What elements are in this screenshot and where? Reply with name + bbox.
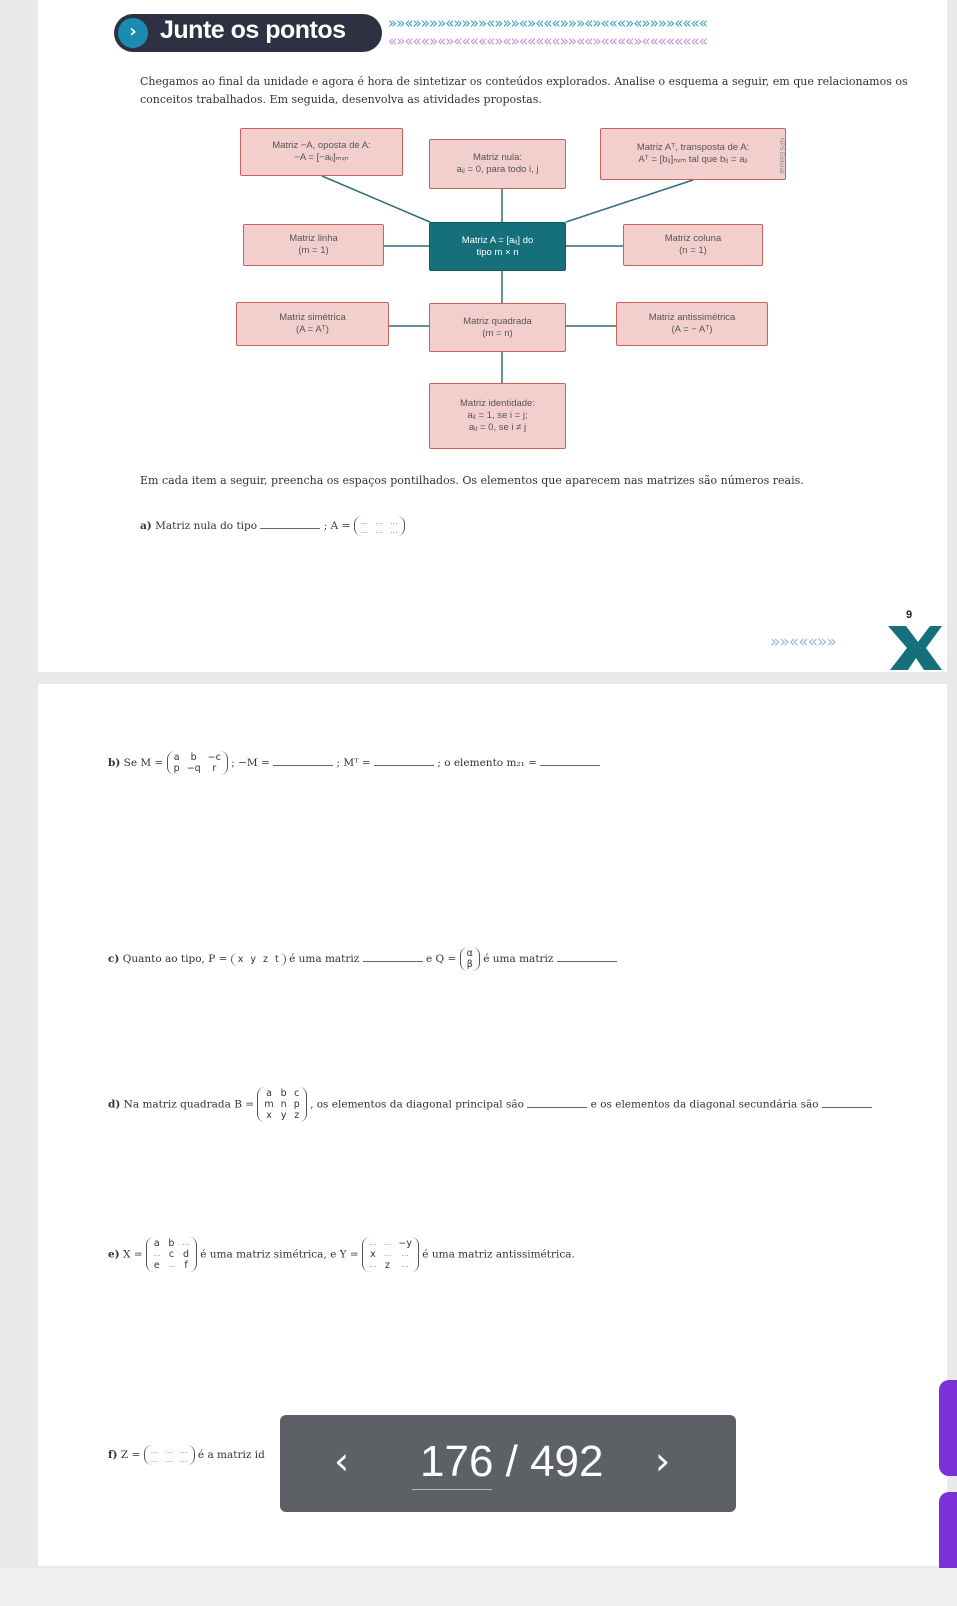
matrix-cell-blank[interactable]: ...	[369, 1260, 377, 1269]
intro-paragraph: Chegamos ao final da unidade e agora é hora de sintetizar os conteúdos explorados. Analise o esquema a seguir, em que relacionamos os conceitos trabalhados. Em seguida, desenvolva as atividades propostas.	[140, 75, 908, 106]
matrix-cell: t	[275, 953, 279, 965]
matrix-cell: m	[264, 1099, 274, 1110]
box-line: Aᵀ = [bᵢⱼ]ₙₓₘ tal que bᵢⱼ = aⱼᵢ	[638, 154, 748, 165]
box-line: Matriz quadrada	[463, 315, 532, 327]
matrix-cell: α	[466, 948, 473, 959]
matrix-x	[146, 1237, 197, 1272]
answer-blank[interactable]	[260, 528, 320, 529]
matrix-cell-blank[interactable]: ...	[401, 1249, 409, 1258]
question-text: ; A =	[323, 520, 351, 532]
side-tab[interactable]	[939, 1380, 957, 1476]
box-matriz-a	[429, 222, 566, 271]
question-text: Na matriz quadrada B =	[123, 1098, 255, 1111]
question-e	[108, 1237, 575, 1272]
question-label: b)	[108, 757, 121, 769]
box-matriz-antissimetrica	[616, 302, 768, 346]
matrix-z[interactable]: ... ... ... ... ... ...	[144, 1445, 195, 1465]
matrix-cell: b	[280, 1088, 287, 1099]
answer-blank[interactable]	[540, 765, 600, 766]
matrix-cell: b	[168, 1238, 175, 1249]
question-text: Se M =	[123, 757, 164, 769]
matrix-m	[167, 751, 228, 775]
matrix-cell: y	[280, 1110, 287, 1121]
question-c	[108, 947, 617, 971]
matrix-cell: e	[153, 1260, 160, 1271]
box-line: −A = [−aᵢⱼ]ₘₓₙ	[294, 152, 349, 163]
question-text: , os elementos da diagonal principal são	[310, 1098, 524, 1111]
connector	[322, 176, 430, 222]
box-line: (m = 1)	[298, 245, 329, 256]
question-label: e)	[108, 1248, 120, 1261]
matrix-cell: a	[153, 1238, 160, 1249]
box-line: Matriz linha	[289, 233, 338, 244]
matrix-cell: x	[266, 1110, 272, 1121]
matrix-cell: x	[370, 1249, 376, 1260]
box-line: (A = − Aᵀ)	[671, 324, 713, 335]
box-line: Matriz coluna	[664, 233, 722, 244]
side-tab[interactable]	[939, 1492, 957, 1578]
box-matriz-simetrica	[236, 302, 389, 346]
answer-blank[interactable]	[273, 765, 333, 766]
matrix-cell-blank[interactable]: ...	[383, 1249, 392, 1258]
box-line: Matriz −A, oposta de A:	[272, 140, 371, 151]
question-f	[108, 1445, 265, 1465]
image-credit: NPS Editorial	[778, 138, 784, 174]
box-line: (m = n)	[482, 327, 513, 339]
question-label: f)	[108, 1449, 118, 1461]
box-matriz-quadrada	[429, 303, 566, 352]
matrix-b	[257, 1087, 306, 1122]
answer-blank[interactable]	[374, 765, 434, 766]
question-a	[140, 516, 405, 536]
bottom-bar	[0, 1568, 957, 1606]
box-line: (A = Aᵀ)	[296, 324, 329, 335]
matrix-cell: d	[183, 1249, 190, 1260]
question-text: Matriz nula do tipo	[155, 520, 258, 532]
question-d	[108, 1087, 872, 1122]
question-text: é uma matriz	[483, 953, 554, 965]
question-text: X =	[123, 1248, 143, 1261]
question-label: c)	[108, 953, 120, 965]
matrix-cell-blank[interactable]: ...	[152, 1249, 161, 1258]
box-line: aᵢⱼ = 1, se i = j;	[467, 410, 528, 421]
matrix-cell: a	[173, 752, 180, 763]
question-text: Quanto ao tipo, P =	[122, 953, 228, 965]
question-text: e Q =	[425, 953, 457, 965]
box-line: Matriz nula:	[472, 152, 523, 163]
box-matriz-identidade	[429, 383, 566, 449]
box-line: (n = 1)	[679, 245, 707, 256]
matrix-blank[interactable]: ... ... ... ... ... ...	[354, 516, 405, 536]
matrix-cell: z	[385, 1260, 391, 1271]
question-text: é uma matriz antissimétrica.	[422, 1248, 575, 1261]
box-line: aᵢⱼ = 0, para todo i, j	[456, 164, 539, 175]
matrix-cell: c	[168, 1249, 175, 1260]
box-matriz-coluna	[623, 224, 763, 266]
question-text: é a matriz id	[197, 1449, 265, 1461]
box-line: Matriz Aᵀ, transposta de A:	[636, 142, 750, 153]
matrix-cell: x	[237, 953, 244, 965]
matrix-cell: b	[190, 752, 197, 763]
matrix-cell: n	[280, 1099, 287, 1110]
box-line: Matriz identidade:	[460, 398, 535, 409]
box-matriz-oposta	[240, 128, 403, 176]
matrix-cell: −q	[186, 763, 201, 774]
matrix-cell: β	[466, 959, 473, 970]
section-title: Junte os pontos	[160, 16, 346, 44]
connector	[566, 180, 693, 222]
page-indicator-underline	[412, 1489, 492, 1490]
matrix-cell-blank[interactable]: ...	[383, 1238, 392, 1247]
question-text: ; −M =	[231, 757, 270, 769]
question-text: é uma matriz simétrica, e Y =	[200, 1248, 359, 1261]
matrix-cell: c	[294, 1088, 300, 1099]
instruction-text: Em cada item a seguir, preencha os espaços pontilhados. Os elementos que aparecem nas matrizes são números reais.	[140, 474, 804, 487]
box-line: Matriz antissimétrica	[648, 312, 736, 323]
page-number: 9	[906, 609, 913, 621]
matrix-cell: a	[266, 1088, 272, 1099]
box-line: aᵢⱼ = 0, se i ≠ j	[468, 422, 527, 433]
answer-blank[interactable]	[822, 1107, 872, 1108]
page-indicator[interactable]: 176 / 492	[420, 1437, 604, 1486]
matrix-cell: −c	[207, 752, 221, 763]
answer-blank[interactable]	[527, 1107, 587, 1108]
answer-blank[interactable]	[363, 961, 423, 962]
box-line: tipo m × n	[476, 246, 519, 258]
decorative-x-icon	[880, 622, 944, 672]
answer-blank[interactable]	[557, 961, 617, 962]
question-text: é uma matriz	[289, 953, 360, 965]
question-label: d)	[108, 1098, 121, 1111]
decorative-chevrons: »»«»»»»«»»»»«»»»«»«««»»»«»«««»«»»»»««««	[388, 14, 707, 32]
matrix-p	[231, 953, 286, 966]
matrix-cell: z	[263, 953, 268, 965]
page-navigator	[280, 1415, 736, 1512]
question-text: e os elementos da diagonal secundária são	[590, 1098, 819, 1111]
chevron-right-icon: ›	[118, 18, 148, 48]
box-line: Matriz A = [aᵢⱼ] do	[461, 234, 534, 246]
matrix-cell: −y	[398, 1238, 412, 1249]
question-text: ; Mᵀ =	[336, 757, 371, 769]
decorative-chevrons: »»«««»»	[770, 632, 836, 652]
matrix-cell: f	[184, 1260, 188, 1271]
box-line: Matriz simétrica	[279, 312, 346, 323]
matrix-cell-blank[interactable]: ...	[369, 1238, 377, 1247]
matrix-y	[362, 1237, 419, 1272]
matrix-cell: p	[293, 1099, 300, 1110]
matrix-cell: y	[250, 953, 256, 965]
box-matriz-transposta	[600, 128, 786, 180]
question-b	[108, 751, 600, 775]
decorative-chevrons: «»«««»«»«««««»«»«««««»»««»««««»««««««««	[388, 32, 707, 50]
matrix-cell-blank[interactable]: ...	[401, 1260, 409, 1269]
box-matriz-nula	[429, 139, 566, 189]
matrix-cell: r	[212, 763, 217, 774]
matrix-cell: p	[173, 763, 180, 774]
chevron-right-icon[interactable]: ›	[655, 1439, 671, 1483]
question-label: a)	[140, 520, 152, 532]
chevron-left-icon[interactable]: ‹	[334, 1439, 350, 1483]
matrix-q	[460, 947, 480, 971]
matrix-cell-blank[interactable]: ...	[167, 1260, 176, 1269]
box-matriz-linha	[243, 224, 384, 266]
matrix-cell: z	[294, 1110, 300, 1121]
question-text: ; o elemento m₂₁ =	[437, 757, 537, 769]
question-text: Z =	[120, 1449, 141, 1461]
matrix-cell-blank[interactable]: ...	[182, 1238, 190, 1247]
